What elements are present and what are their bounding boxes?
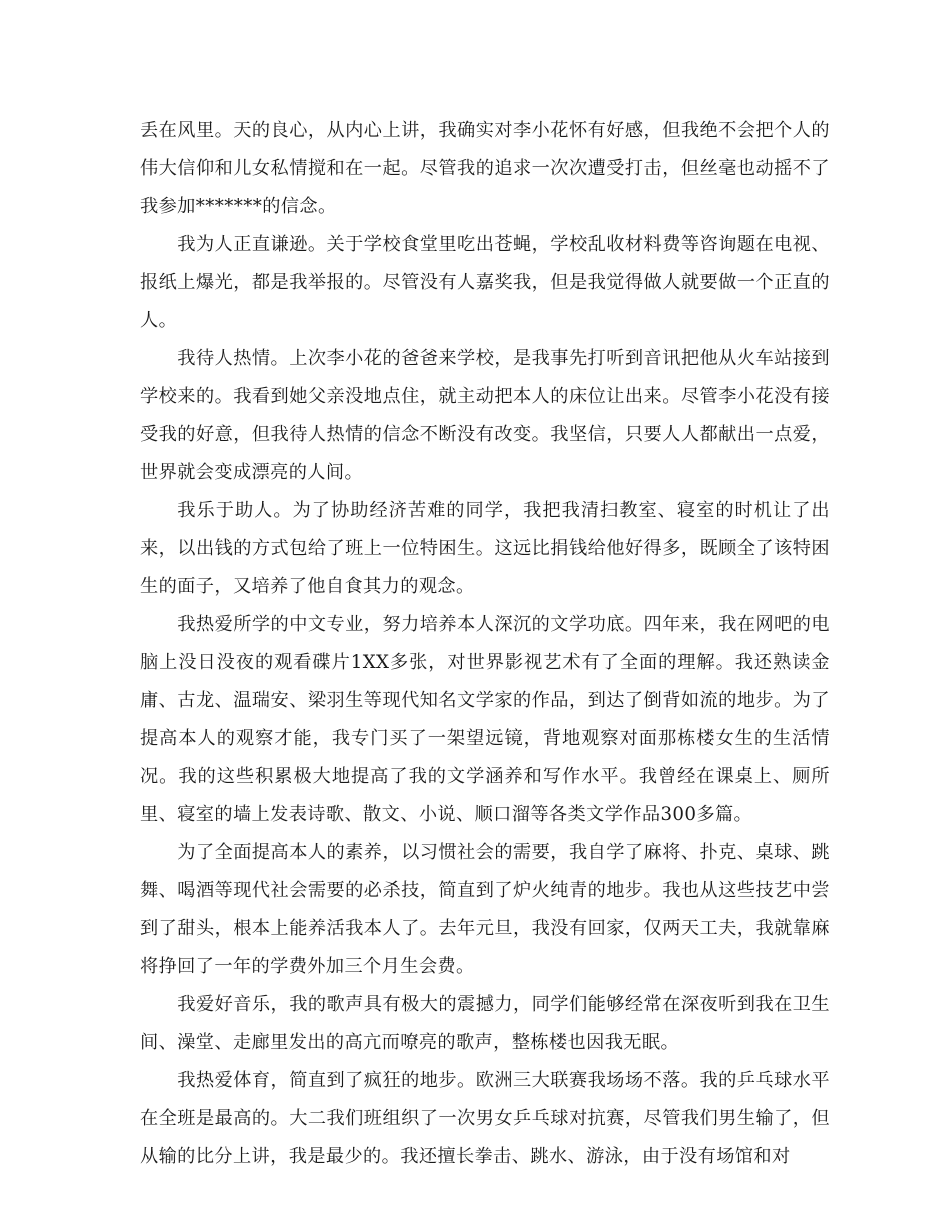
paragraph-3: 我待人热情。上次李小花的爸爸来学校，是我事先打听到音讯把他从火车站接到学校来的。我看到她父亲没地点住，就主动把本人的床位让出来。尽管李小花没有接受我的好意，但我待人热情的信念不断没有改变。我坚信，只要人人都献出一点爱，世界就会变成漂亮的人间。: [140, 348, 830, 483]
paragraph-4: 我乐于助人。为了协助经济苦难的同学，我把我清扫教室、寝室的时机让了出来，以出钱的方式包给了班上一位特困生。这远比捐钱给他好得多，既顾全了该特困生的面子，又培养了他自食其力的观念。: [140, 500, 830, 597]
body-text: [140, 112, 830, 1176]
paragraph-7: 我爱好音乐，我的歌声具有极大的震撼力，同学们能够经常在深夜听到我在卫生间、澡堂、走廊里发出的高亢而嘹亮的歌声，整栋楼也因我无眠。: [140, 994, 830, 1053]
paragraph-1: 丢在风里。天的良心，从内心上讲，我确实对李小花怀有好感，但我绝不会把个人的伟大信仰和儿女私情搅和在一起。尽管我的追求一次次遭受打击，但丝毫也动摇不了我参加*******的信念。: [140, 120, 830, 217]
paragraph-5: 我热爱所学的中文专业，努力培养本人深沉的文学功底。四年来，我在网吧的电脑上没日没夜的观看碟片1XX多张，对世界影视艺术有了全面的理解。我还熟读金庸、古龙、温瑞安、梁羽生等现代知名文学家的作品，到达了倒背如流的地步。为了提高本人的观察才能，我专门买了一架望远镜，背地观察对面那栋楼女生的生活情况。我的这些积累极大地提高了我的文学涵养和写作水平。我曾经在课桌上、厕所里、寝室的墙上发表诗歌、散文、小说、顺口溜等各类文学作品300多篇。: [140, 614, 830, 825]
paragraph-2: 我为人正直谦逊。关于学校食堂里吃出苍蝇，学校乱收材料费等咨询题在电视、报纸上爆光，都是我举报的。尽管没有人嘉奖我，但是我觉得做人就要做一个正直的人。: [140, 234, 830, 331]
paragraph-6: 为了全面提高本人的素养，以习惯社会的需要，我自学了麻将、扑克、桌球、跳舞、喝酒等现代社会需要的必杀技，简直到了炉火纯青的地步。我也从这些技艺中尝到了甜头，根本上能养活我本人了。去年元旦，我没有回家，仅两天工夫，我就靠麻将挣回了一年的学费外加三个月生会费。: [140, 842, 830, 977]
paragraph-8: 我热爱体育，简直到了疯狂的地步。欧洲三大联赛我场场不落。我的乒乓球水平在全班是最高的。大二我们班组织了一次男女乒乓球对抗赛，尽管我们男生输了，但从输的比分上讲，我是最少的。我还擅长拳击、跳水、游泳，由于没有场馆和对: [140, 1070, 830, 1167]
